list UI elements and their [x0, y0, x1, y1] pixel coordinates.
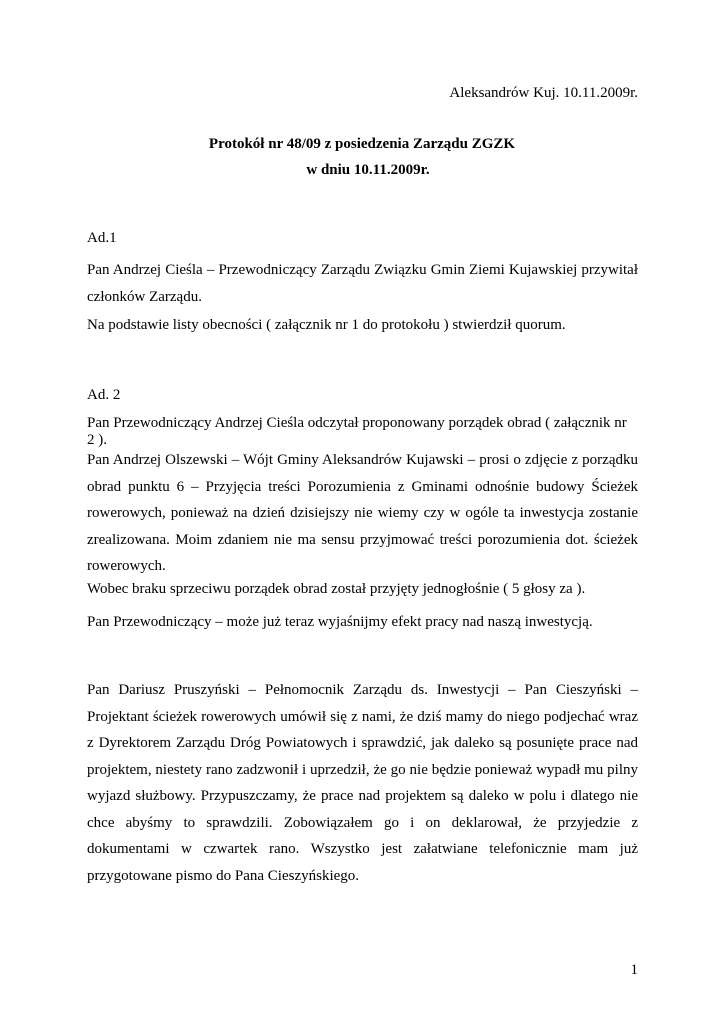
ad2-paragraph-olszewski: Pan Andrzej Olszewski – Wójt Gminy Aleksandrów Kujawski – prosi o zdjęcie z porządku obrad punktu 6 – Przyjęcia treści Porozumienia z Gminami odnośnie budowy Ścieżek rowerowych, ponieważ na dzień dzisiejszy nie wiemy czy w ogóle ta inwestycja zostanie zrealizowana. Moim zdaniem nie ma sensu przyjmować treści porozumienia dot. ścieżek rowerowych.	[87, 452, 638, 574]
document-subtitle-date: w dniu 10.11.2009r.	[306, 162, 430, 178]
page-number: 1	[630, 962, 638, 978]
section-heading-ad1: Ad.1	[87, 230, 117, 246]
ad2-paragraph-agenda: Pan Przewodniczący Andrzej Cieśla odczytał proponowany porządek obrad ( załącznik nr 2 ).	[87, 415, 627, 448]
statement-paragraph-pruszynski: Pan Dariusz Pruszyński – Pełnomocnik Zarządu ds. Inwestycji – Pan Cieszyński – Projektant ścieżek rowerowych umówił się z nami, że dziś mamy do niego podjechać wraz z Dyrektorem Zarządu Dróg Powiatowych i sprawdzić, jak daleko są posunięte prace nad projektem, niestety rano zadzwonił i uprzedził, że go nie będzie ponieważ wypadł mu pilny wyjazd służbowy. Przypuszczamy, że prace nad projektem są daleko w polu i dlatego nie chce abyśmy to sprawdzili. Zobowiązałem go i on deklarował, że przyjedzie z dokumentami w czwartek rano. Wszystko jest załatwiane telefonicznie mam już przygotowane pismo do Pana Cieszyńskiego.	[87, 682, 638, 884]
ad1-paragraph-welcome: Pan Andrzej Cieśla – Przewodniczący Zarządu Związku Gmin Ziemi Kujawskiej przywitał członków Zarządu.	[87, 262, 638, 305]
ad2-paragraph-chairman: Pan Przewodniczący – może już teraz wyjaśnijmy efekt pracy nad naszą inwestycją.	[87, 614, 593, 630]
ad2-paragraph-vote: Wobec braku sprzeciwu porządek obrad został przyjęty jednogłośnie ( 5 głosy za ).	[87, 581, 586, 597]
place-date: Aleksandrów Kuj. 10.11.2009r.	[449, 85, 638, 101]
document-title: Protokół nr 48/09 z posiedzenia Zarządu ZGZK	[208, 136, 516, 152]
section-heading-ad2: Ad. 2	[87, 387, 121, 403]
ad1-paragraph-quorum: Na podstawie listy obecności ( załącznik nr 1 do protokołu ) stwierdził quorum.	[87, 317, 566, 333]
